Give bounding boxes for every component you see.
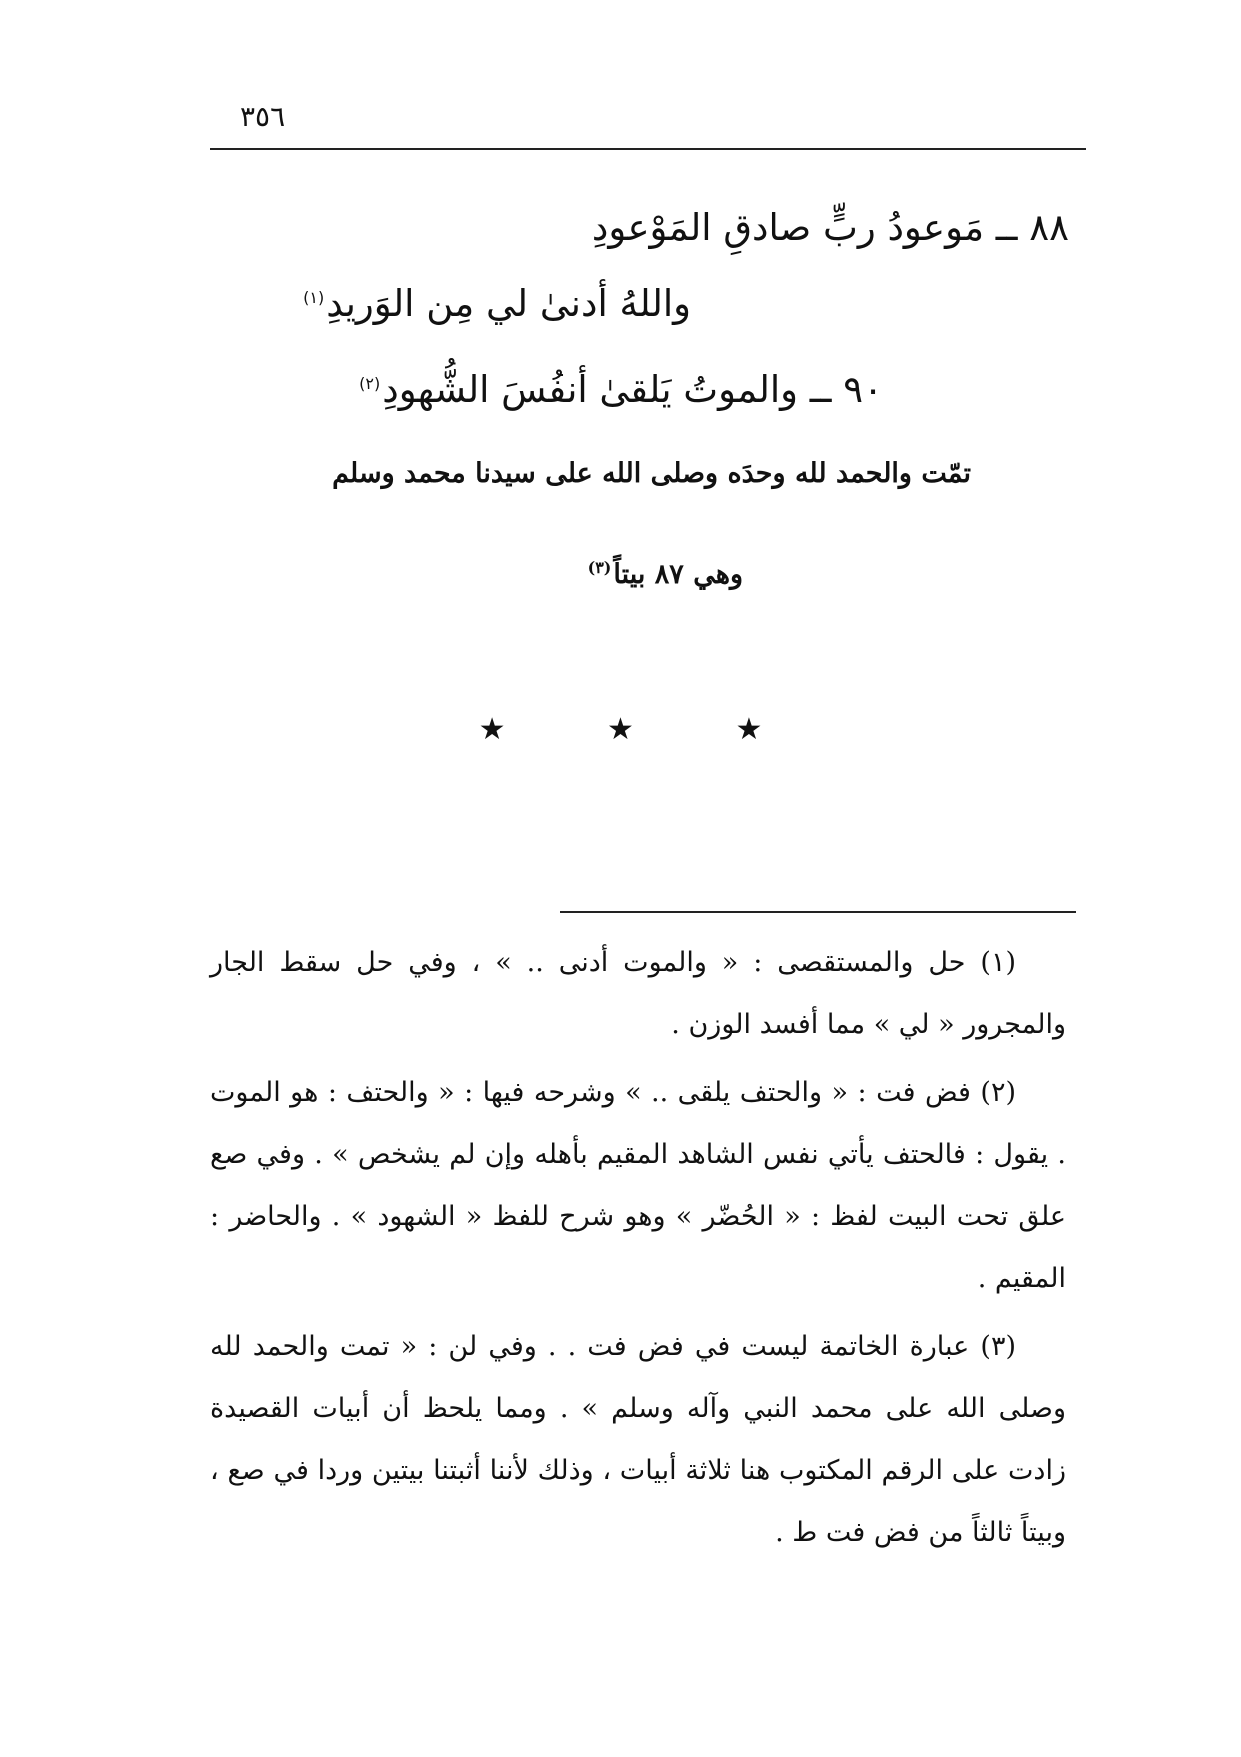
verse-88-text: ٨٨ ــ مَوعودُ ربٍّ صادقِ المَوْعودِ — [591, 206, 1069, 249]
verse-88 — [592, 206, 1069, 249]
footnote-rule — [560, 911, 1076, 913]
page-number: ٣٥٦ — [240, 100, 286, 133]
star-ornament: ★ ★ ★ — [478, 712, 809, 747]
footnote-2: (٢) فض فت : « والحتف يلقى .. » وشرحه فيها : « والحتف : هو الموت . يقول : فالحتف يأتي نفس الشاهد المقيم بأهله وإن لم يشخص » . وفي صع علق تحت البيت لفظ : « الحُضّر » وهو شرح للفظ « الشهود » . والحاضر : المقيم . — [210, 1077, 1066, 1294]
verse-89-text: واللهُ أدنىٰ لي مِن الوَريدِ — [326, 282, 691, 325]
verse-90-text: ٩٠ ــ والموتُ يَلقىٰ أنفُسَ الشُّهودِ — [382, 368, 883, 411]
footnotes-section — [210, 932, 1066, 1570]
verse-90 — [357, 368, 883, 411]
footnote-marker-3: (٣) — [587, 558, 612, 577]
closing-line: تمّت والحمد لله وحدَه وصلى الله على سيدنا محمد وسلم — [332, 458, 971, 489]
header-rule — [210, 148, 1086, 150]
verse-count — [586, 558, 743, 590]
verse-89 — [301, 282, 691, 325]
footnote-1: (١) حل والمستقصى : « والموت أدنى .. » ، وفي حل سقط الجار والمجرور « لي » مما أفسد الوزن . — [210, 947, 1066, 1040]
verse-count-text: وهي ٨٧ بيتاً — [613, 559, 743, 590]
footnote-marker-2: (٢) — [359, 373, 381, 393]
footnote-marker-1: (١) — [303, 287, 325, 307]
footnote-3: (٣) عبارة الخاتمة ليست في فض فت . . وفي لن : « تمت والحمد لله وصلى الله على محمد النبي وآله وسلم » . ومما يلحظ أن أبيات القصيدة زادت على الرقم المكتوب هنا ثلاثة أبيات ، وذلك لأننا أثبتنا بيتين وردا في صع ، وبيتاً ثالثاً من فض فت ط . — [210, 1331, 1066, 1548]
